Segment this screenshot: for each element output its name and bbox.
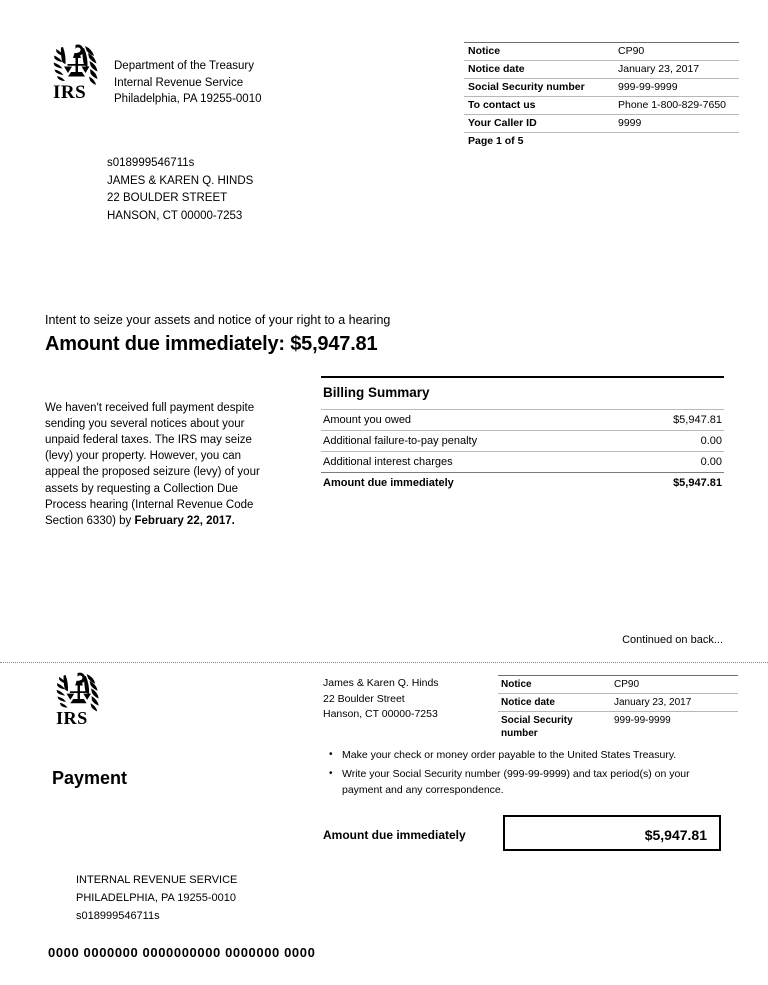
- billing-row-label: Additional interest charges: [321, 452, 622, 473]
- stub-amount-due-label: Amount due immediately: [323, 828, 466, 842]
- table-row: [321, 410, 724, 431]
- lead-paragraph: [45, 400, 273, 530]
- payment-stub-title: Payment: [52, 768, 128, 788]
- billing-row-amount: 0.00: [622, 452, 724, 473]
- stub-notice-row-notice: [498, 676, 738, 694]
- taxpayer-street: 22 BOULDER STREET: [107, 192, 228, 204]
- billing-row-amount: 0.00: [622, 431, 724, 452]
- notice-info-value: January 23, 2017: [614, 61, 739, 79]
- notice-info-row-notice: [464, 43, 739, 61]
- notice-info-label: Notice date: [464, 61, 614, 79]
- remit-agency-name: INTERNAL REVENUE SERVICE: [76, 874, 238, 886]
- notice-info-label: Notice: [464, 43, 614, 61]
- notice-info-row-page: [464, 133, 739, 151]
- table-row: [321, 431, 724, 452]
- stub-taxpayer-name: James & Karen Q. Hinds: [323, 677, 439, 689]
- table-row: [321, 452, 724, 473]
- notice-info-label: Social Security number: [464, 79, 614, 97]
- continued-on-back-note: Continued on back...: [622, 634, 723, 646]
- billing-row-label: Amount you owed: [321, 410, 622, 431]
- irs-logo: [55, 670, 103, 726]
- remit-city-state-zip: PHILADELPHIA, PA 19255-0010: [76, 892, 237, 904]
- stub-taxpayer-street: 22 Boulder Street: [323, 692, 405, 705]
- list-item: • Write your Social Security number (999-99-9999) and tax period(s) on your payment and any correspondence.: [326, 766, 726, 798]
- agency-line-city: Philadelphia, PA 19255-0010: [114, 93, 262, 105]
- stub-notice-value: CP90: [611, 676, 738, 694]
- stub-taxpayer-address: [323, 676, 439, 723]
- ocr-scanline: 0000 0000000 0000000000 0000000 0000: [48, 945, 316, 960]
- agency-address: [114, 58, 262, 108]
- stub-notice-row-ssn: [498, 712, 738, 743]
- notice-info-value: 999-99-9999: [614, 79, 739, 97]
- stub-notice-label: Notice: [498, 676, 611, 694]
- tear-off-divider: [0, 662, 768, 663]
- taxpayer-city-state-zip: HANSON, CT 00000-7253: [107, 209, 243, 222]
- notice-info-value: Phone 1-800-829-7650: [614, 97, 739, 115]
- notice-kicker: Intent to seize your assets and notice of your right to a hearing: [45, 313, 391, 327]
- billing-row-amount: $5,947.81: [622, 410, 724, 431]
- page-title: Amount due immediately: $5,947.81: [45, 333, 378, 355]
- letterhead: [52, 42, 262, 108]
- agency-line-department: Department of the Treasury: [114, 60, 254, 72]
- notice-info-row-notice-date: [464, 61, 739, 79]
- billing-total-label: Amount due immediately: [321, 473, 622, 494]
- billing-row-label: Additional failure-to-pay penalty: [321, 431, 622, 452]
- taxpayer-barcode-id: s018999546711s: [107, 157, 195, 169]
- stub-notice-value: January 23, 2017: [611, 694, 738, 712]
- notice-info-table: [464, 42, 739, 150]
- remittance-address: [76, 871, 237, 925]
- stub-notice-info-table: [498, 675, 738, 742]
- stub-notice-row-notice-date: [498, 694, 738, 712]
- headline-block: [45, 311, 725, 357]
- notice-info-row-ssn: [464, 79, 739, 97]
- notice-info-value: 9999: [614, 115, 739, 133]
- stub-notice-value: 999-99-9999: [611, 712, 738, 743]
- stub-notice-label: Notice date: [498, 694, 611, 712]
- billing-total-amount: $5,947.81: [622, 473, 724, 494]
- stub-taxpayer-city-state-zip: Hanson, CT 00000-7253: [323, 708, 438, 720]
- taxpayer-name: JAMES & KAREN Q. HINDS: [107, 174, 254, 187]
- stub-amount-due-value: $5,947.81: [644, 827, 707, 843]
- notice-info-value: CP90: [614, 43, 739, 61]
- notice-info-label: Your Caller ID: [464, 115, 614, 133]
- agency-line-service: Internal Revenue Service: [114, 76, 244, 89]
- notice-info-row-contact: [464, 97, 739, 115]
- billing-summary-table: [321, 409, 724, 493]
- taxpayer-address-block: [107, 155, 253, 225]
- stub-amount-due-box: [503, 815, 721, 851]
- remit-barcode-id: s018999546711s: [76, 910, 160, 922]
- billing-summary: [321, 376, 724, 493]
- page-indicator-spacer: [614, 133, 739, 151]
- payment-instructions: [326, 747, 726, 801]
- stub-notice-label: Social Security number: [498, 712, 611, 743]
- irs-logo: [52, 42, 102, 100]
- notice-info-row-caller-id: [464, 115, 739, 133]
- billing-total-row: [321, 473, 724, 494]
- notice-info-label: To contact us: [464, 97, 614, 115]
- billing-summary-title: Billing Summary: [323, 385, 430, 400]
- page-indicator: Page 1 of 5: [464, 133, 614, 151]
- svg-text:IRS: IRS: [53, 82, 87, 100]
- lead-paragraph-text: We haven't received full payment despite sending you several notices about your unpaid federal taxes. The IRS may seize (levy) your property. However, you can appeal the proposed seizure (levy) of your assets by requesting a Collection Due Process hearing (Internal Revenue Code Section 6330) by: [45, 401, 260, 527]
- list-item: • Make your check or money order payable to the United States Treasury.: [326, 747, 726, 763]
- appeal-deadline-date: February 22, 2017.: [134, 514, 235, 527]
- svg-text:IRS: IRS: [55, 707, 88, 726]
